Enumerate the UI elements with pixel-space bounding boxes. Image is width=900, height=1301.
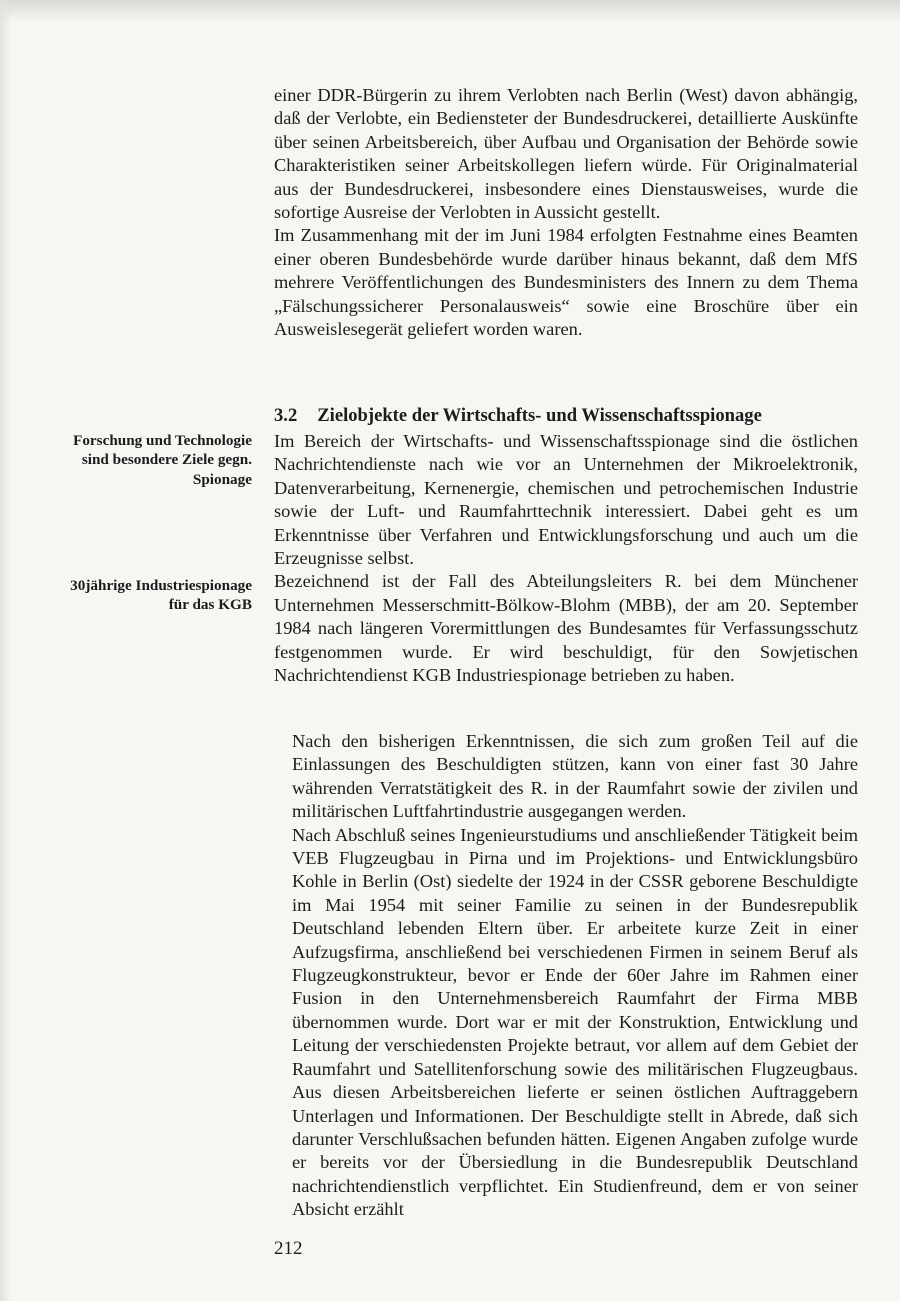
page-number: 212 [274, 1238, 303, 1259]
indented-text-block [292, 730, 858, 1222]
scan-top-edge [0, 0, 900, 22]
paragraph: Nach Abschluß seines Ingenieurstudiums und anschließender Tätigkeit beim VEB Flugzeugbau in Pirna und im Projektions- und Entwicklungsbüro Kohle in Berlin (Ost) siedelte der 1924 in der CSSR geborene Beschuldigte im Mai 1954 mit seiner Familie zu seinen in der Bundesrepublik Deutschland lebenden Eltern über. Er arbeitete kurze Zeit in einer Aufzugsfirma, anschließend bei verschiedenen Firmen in seinem Beruf als Flugzeugkonstrukteur, bevor er Ende der 60er Jahre im Rahmen einer Fusion in den Unternehmensbereich Raumfahrt der Firma MBB übernommen wurde. Dort war er mit der Konstruktion, Entwicklung und Leitung der verschiedensten Projekte betraut, vor allem auf dem Gebiet der Raumfahrt und Satellitenforschung sowie des militärischen Flugzeugbaus. Aus diesen Arbeitsbereichen lieferte er seinen östlichen Auftraggebern Unterlagen und Informationen. Der Beschuldigte stellt in Abrede, daß sich darunter Verschlußsachen befunden hätten. Eigenen Angaben zufolge wurde er bereits vor der Übersiedlung in die Bundesrepublik Deutschland nachrichtendienstlich verpflichtet. Ein Studienfreund, dem er von seiner Absicht erzählt [292, 824, 858, 1220]
paragraph: einer DDR-Bürgerin zu ihrem Verlobten nach Berlin (West) davon abhängig, daß der Verlobte, ein Bediensteter der Bundesdruckerei, detaillierte Auskünfte über seinen Arbeitsbereich, über Aufbau und Organisation der Behörde sowie Charakteristiken seiner Arbeitskollegen liefern würde. Für Originalmaterial aus der Bundesdruckerei, insbesondere eines Dienstausweises, wurde die sofortige Ausreise der Verlobten in Aussicht gestellt. [274, 85, 858, 223]
main-text-block [274, 430, 858, 687]
section-title: Zielobjekte der Wirtschafts- und Wissenschaftsspionage [317, 405, 762, 426]
section-heading [274, 404, 858, 428]
top-text-block [274, 84, 858, 341]
marginal-note-research: Forschung und Technologie sind besondere Ziele gegn. Spionage [73, 432, 252, 488]
marginal-note-kgb: 30jährige Industriespionage für das KGB [70, 577, 252, 614]
paragraph: Im Zusammenhang mit der im Juni 1984 erfolgten Festnahme eines Beamten einer oberen Bundesbehörde wurde darüber hinaus bekannt, daß dem MfS mehrere Veröffentlichungen des Bundesministers des Innern zu dem Thema „Fälschungssicherer Personalausweis“ sowie eine Broschüre über ein Ausweislesegerät geliefert worden waren. [274, 225, 858, 340]
paragraph: Nach den bisherigen Erkenntnissen, die sich zum großen Teil auf die Einlassungen des Beschuldigten stützen, kann von einer fast 30 Jahre währenden Verratstätigkeit des R. in der Raumfahrt sowie der zivilen und militärischen Luftfahrtindustrie ausgegangen werden. [292, 731, 858, 822]
paragraph: Im Bereich der Wirtschafts- und Wissenschaftsspionage sind die östlichen Nachrichtendienste nach wie vor an Unternehmen der Mikroelektronik, Datenverarbeitung, Kernenergie, chemischen und petrochemischen Industrie sowie der Luft- und Raumfahrttechnik interessiert. Dabei geht es um Erkenntnisse über Verfahren und Entwicklungsforschung und auch um die Erzeugnisse selbst. [274, 431, 858, 569]
paragraph: Bezeichnend ist der Fall des Abteilungsleiters R. bei dem Münchener Unternehmen Messerschmitt-Bölkow-Blohm (MBB), der am 20. September 1984 nach längeren Vorermittlungen des Bundesamtes für Verfassungsschutz festgenommen wurde. Er wird beschuldigt, für den Sowjetischen Nachrichtendienst KGB Industriespionage betrieben zu haben. [274, 571, 858, 686]
section-number: 3.2 [274, 405, 298, 426]
scan-left-edge [0, 0, 12, 1301]
